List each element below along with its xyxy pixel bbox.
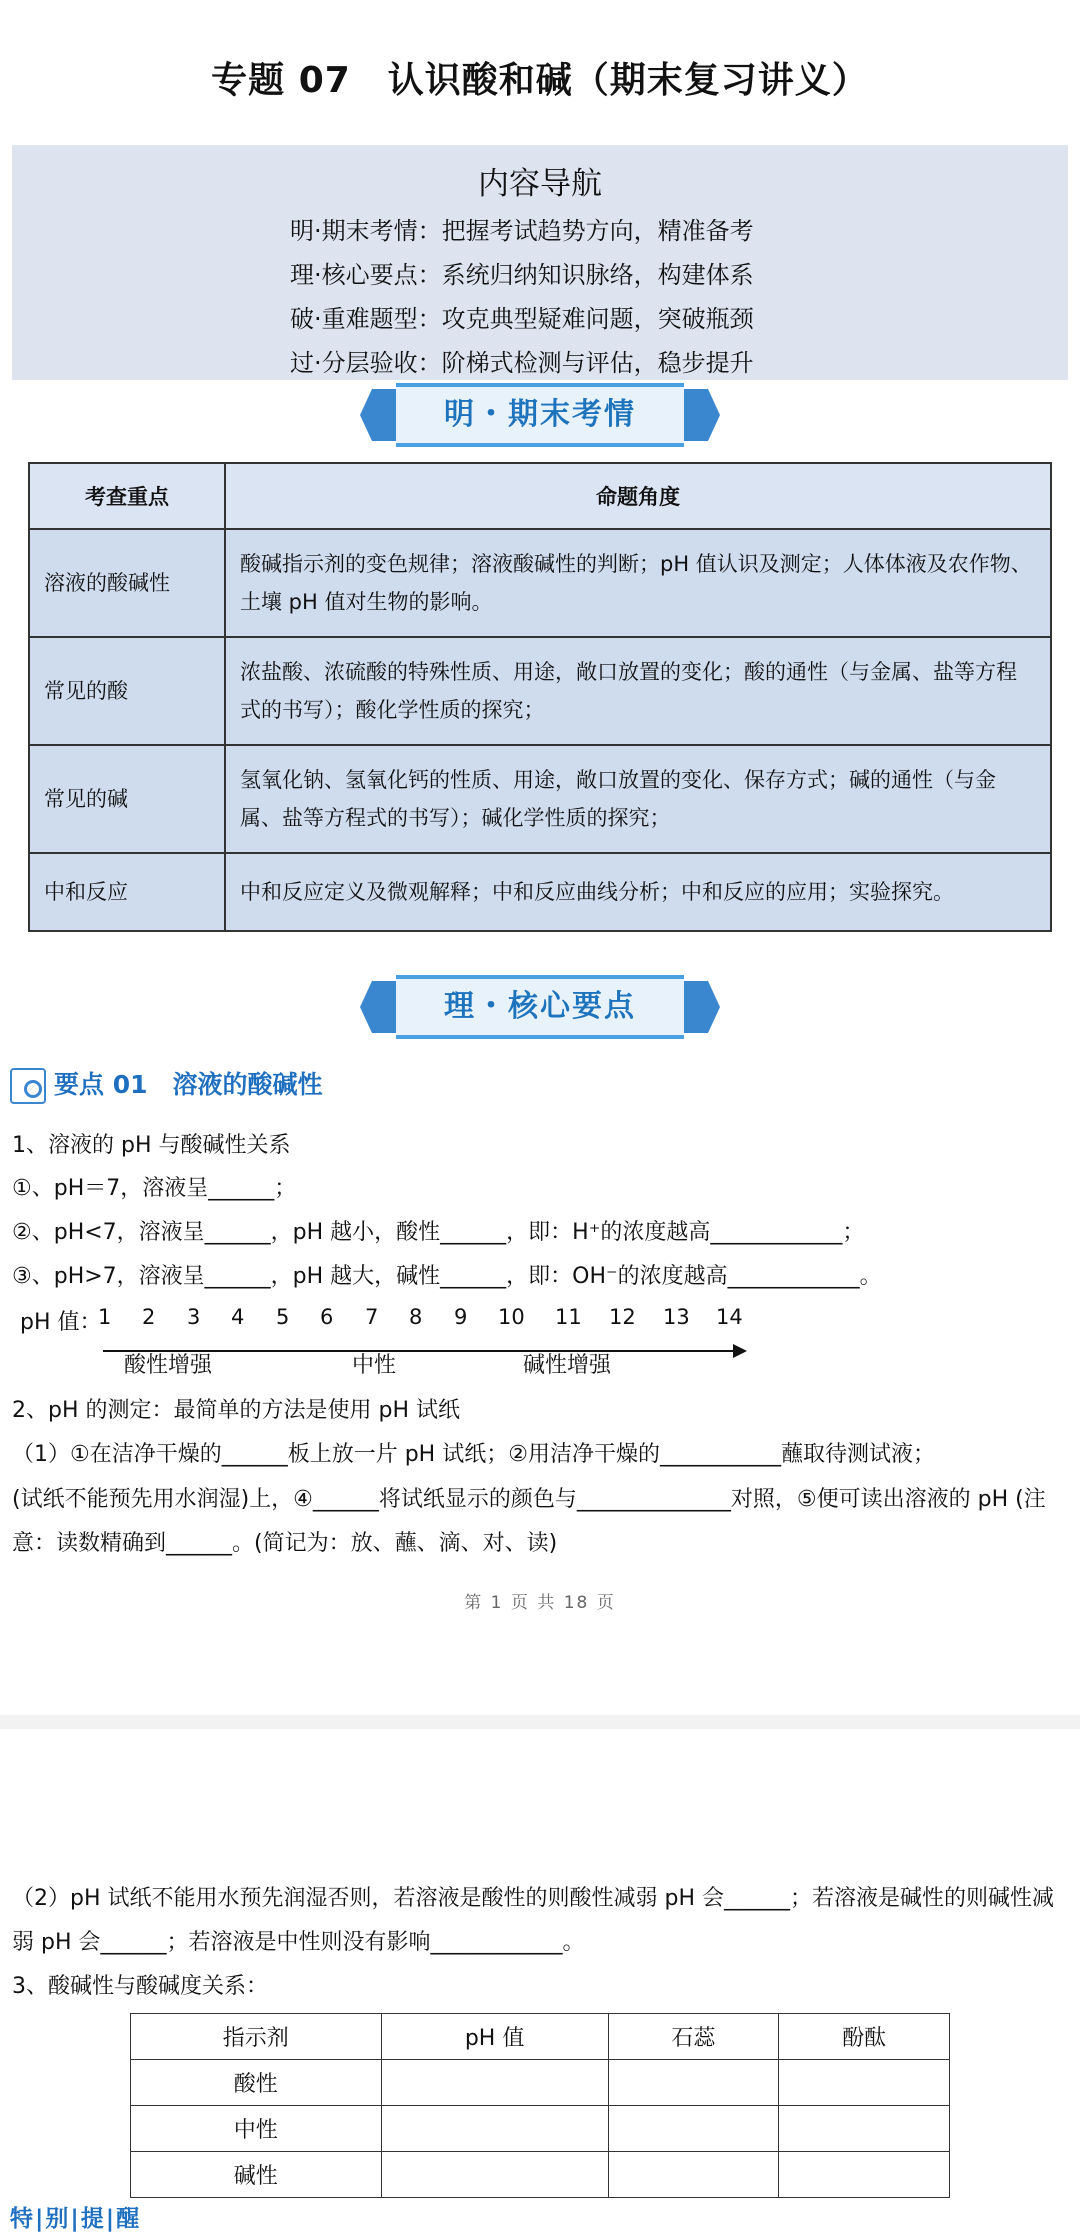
ph-tick: 7 xyxy=(365,1305,379,1329)
section-heading-text: 要点 01 溶液的酸碱性 xyxy=(54,1070,323,1099)
table-cell: 中和反应 xyxy=(29,853,225,931)
table-row xyxy=(131,2152,950,2198)
neutral-label: 中性 xyxy=(352,1353,397,1378)
banner-label: 理・核心要点 xyxy=(396,975,684,1039)
text-line: (试纸不能预先用水润湿)上，④______将试纸显示的颜色与______________对照，⑤便可读出溶液的 pH (注 xyxy=(12,1487,1046,1512)
nav-item: 破·重难题型：攻克典型疑难问题，突破瓶颈 xyxy=(290,305,754,333)
ph-tick: 12 xyxy=(609,1305,636,1329)
table-row xyxy=(29,637,1051,745)
banner-label: 明・期末考情 xyxy=(396,383,684,447)
exam-focus-table xyxy=(28,462,1052,932)
acid-label: 酸性增强 xyxy=(124,1353,213,1378)
ph-tick: 14 xyxy=(716,1305,743,1329)
text-line: ①、pH＝7，溶液呈______； xyxy=(12,1176,297,1201)
ph-tick: 4 xyxy=(231,1305,245,1329)
content-nav-heading: 内容导航 xyxy=(478,166,602,202)
text-line: （1）①在洁净干燥的______板上放一片 pH 试纸；②用洁净干燥的___________蘸取待测试液； xyxy=(12,1442,935,1467)
banner-core-points xyxy=(0,975,1080,1039)
page-title: 专题 07 认识酸和碱（期末复习讲义） xyxy=(211,60,869,101)
table-row xyxy=(29,529,1051,637)
section-heading xyxy=(10,1065,323,1104)
ph-tick: 6 xyxy=(320,1305,334,1329)
page-divider xyxy=(0,1715,1080,1729)
table-cell: 常见的碱 xyxy=(29,745,225,853)
text-line: ②、pH<7，溶液呈______，pH 越小，酸性______，即：H⁺的浓度越高____________； xyxy=(12,1220,865,1245)
indicator-table xyxy=(130,2013,950,2198)
table-header: 命题角度 xyxy=(225,463,1051,529)
table-cell: 浓盐酸、浓硫酸的特殊性质、用途，敞口放置的变化；酸的通性（与金属、盐等方程式的书写）；酸化学性质的探究； xyxy=(225,637,1051,745)
ph-scale-label: pH 值： xyxy=(20,1310,102,1335)
page-footer: 第 1 页 共 18 页 xyxy=(464,1593,616,1613)
table-cell: 酸碱指示剂的变色规律；溶液酸碱性的判断；pH 值认识及测定；人体体液及农作物、土壤 pH 值对生物的影响。 xyxy=(225,529,1051,637)
table-cell: 氢氧化钠、氢氧化钙的性质、用途，敞口放置的变化、保存方式；碱的通性（与金属、盐等方程式的书写）；碱化学性质的探究； xyxy=(225,745,1051,853)
table-header: 石蕊 xyxy=(608,2014,779,2060)
text-line: 2、pH 的测定：最简单的方法是使用 pH 试纸 xyxy=(12,1398,460,1423)
ph-tick: 3 xyxy=(187,1305,201,1329)
banner-exam-trends xyxy=(0,383,1080,447)
magnifier-icon xyxy=(10,1068,46,1104)
ph-tick: 13 xyxy=(663,1305,690,1329)
table-row xyxy=(131,2014,950,2060)
table-row xyxy=(131,2060,950,2106)
table-row xyxy=(29,745,1051,853)
table-header: pH 值 xyxy=(381,2014,608,2060)
base-label: 碱性增强 xyxy=(523,1353,612,1378)
text-line: 意：读数精确到______。(简记为：放、蘸、滴、对、读) xyxy=(12,1531,558,1556)
nav-item: 过·分层验收：阶梯式检测与评估，稳步提升 xyxy=(290,349,754,377)
ph-tick: 9 xyxy=(454,1305,468,1329)
ph-tick: 8 xyxy=(409,1305,423,1329)
table-header: 指示剂 xyxy=(131,2014,382,2060)
table-cell: 中和反应定义及微观解释；中和反应曲线分析；中和反应的应用；实验探究。 xyxy=(225,853,1051,931)
text-line: 3、酸碱性与酸碱度关系： xyxy=(12,1974,268,1999)
nav-item: 理·核心要点：系统归纳知识脉络，构建体系 xyxy=(290,261,754,289)
ph-tick: 5 xyxy=(276,1305,290,1329)
nav-item: 明·期末考情：把握考试趋势方向，精准备考 xyxy=(290,217,754,245)
special-reminder: 特|别|提|醒 xyxy=(10,2206,142,2232)
table-cell: 中性 xyxy=(131,2106,382,2152)
table-row xyxy=(29,853,1051,931)
table-cell: 常见的酸 xyxy=(29,637,225,745)
table-cell: 溶液的酸碱性 xyxy=(29,529,225,637)
table-row xyxy=(131,2106,950,2152)
table-cell: 酸性 xyxy=(131,2060,382,2106)
table-cell: 碱性 xyxy=(131,2152,382,2198)
table-header: 考查重点 xyxy=(29,463,225,529)
text-line: （2）pH 试纸不能用水预先润湿否则，若溶液是酸性的则酸性减弱 pH 会______；若溶液是碱性的则碱性减 xyxy=(12,1886,1054,1911)
text-line: 1、溶液的 pH 与酸碱性关系 xyxy=(12,1133,291,1158)
text-line: ③、pH>7，溶液呈______，pH 越大，碱性______，即：OH⁻的浓度越高____________。 xyxy=(12,1264,882,1289)
text-line: 弱 pH 会______；若溶液是中性则没有影响____________。 xyxy=(12,1930,585,1955)
ph-tick: 11 xyxy=(555,1305,582,1329)
ph-tick: 2 xyxy=(142,1305,156,1329)
ph-tick: 10 xyxy=(498,1305,525,1329)
table-header: 酚酞 xyxy=(779,2014,950,2060)
ph-tick: 1 xyxy=(98,1305,112,1329)
